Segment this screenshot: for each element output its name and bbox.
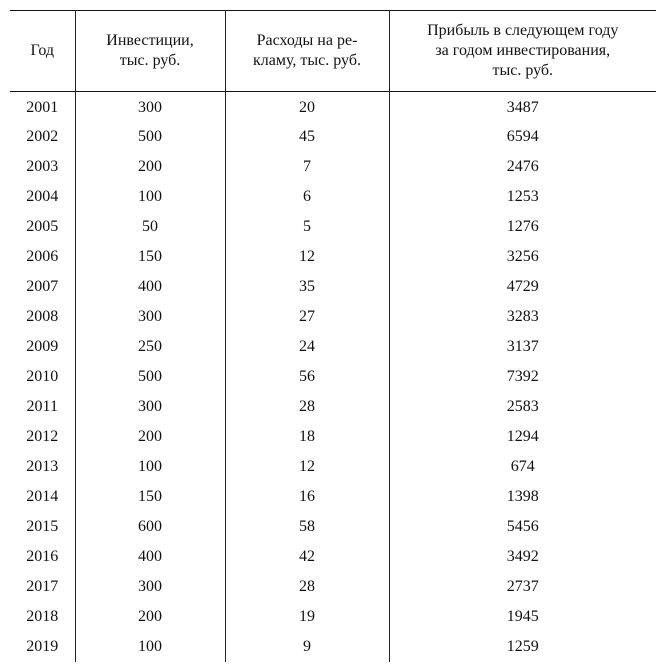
cell-investments: 300 (75, 302, 225, 332)
cell-profit: 3256 (389, 242, 656, 272)
cell-year: 2008 (26, 307, 59, 325)
header-line: за годом инвестирования, (435, 42, 611, 59)
cell-investments: 100 (75, 182, 225, 212)
cell-profit: 2583 (389, 392, 656, 422)
cell-profit: 7392 (389, 362, 656, 392)
cell-profit: 2476 (389, 152, 656, 182)
cell-profit: 3137 (389, 332, 656, 362)
cell-investments: 500 (75, 362, 225, 392)
cell-investments: 250 (75, 332, 225, 362)
cell-investments: 300 (75, 572, 225, 602)
cell-ad-spend: 45 (225, 122, 389, 152)
cell-year: 2019 (26, 637, 59, 655)
table-row (10, 452, 656, 482)
cell-ad-spend: 12 (225, 452, 389, 482)
cell-year: 2002 (26, 127, 59, 145)
cell-year: 2013 (26, 457, 59, 475)
cell-ad-spend: 42 (225, 542, 389, 572)
cell-year: 2003 (26, 157, 59, 175)
cell-year: 2010 (26, 367, 59, 385)
cell-year: 2015 (26, 517, 59, 535)
cell-ad-spend: 24 (225, 332, 389, 362)
cell-investments: 300 (75, 92, 225, 122)
cell-ad-spend: 16 (225, 482, 389, 512)
header-ad-spend (225, 11, 389, 92)
header-line: кламу, тыс. руб. (253, 52, 361, 69)
table-row (10, 422, 656, 452)
cell-investments: 400 (75, 272, 225, 302)
table-row (10, 182, 656, 212)
table-row (10, 392, 656, 422)
table-header (10, 11, 656, 92)
cell-profit: 674 (389, 452, 656, 482)
cell-ad-spend: 28 (225, 392, 389, 422)
cell-ad-spend: 9 (225, 632, 389, 662)
table-row (10, 602, 656, 632)
cell-profit: 1276 (389, 212, 656, 242)
cell-profit: 5456 (389, 512, 656, 542)
cell-year: 2016 (26, 547, 59, 565)
cell-profit: 1945 (389, 602, 656, 632)
cell-ad-spend: 56 (225, 362, 389, 392)
table-body (10, 92, 656, 662)
cell-investments: 200 (75, 422, 225, 452)
header-investments (75, 11, 225, 92)
table-row (10, 512, 656, 542)
table-row (10, 212, 656, 242)
cell-ad-spend: 19 (225, 602, 389, 632)
table-row (10, 482, 656, 512)
cell-profit: 3283 (389, 302, 656, 332)
cell-year: 2014 (26, 487, 59, 505)
cell-investments: 400 (75, 542, 225, 572)
cell-profit: 1398 (389, 482, 656, 512)
table-row (10, 542, 656, 572)
table-row (10, 272, 656, 302)
cell-investments: 300 (75, 392, 225, 422)
cell-ad-spend: 5 (225, 212, 389, 242)
cell-profit: 1259 (389, 632, 656, 662)
cell-investments: 500 (75, 122, 225, 152)
cell-year: 2017 (26, 577, 59, 595)
table-row (10, 362, 656, 392)
cell-year: 2006 (26, 247, 59, 265)
cell-investments: 100 (75, 632, 225, 662)
cell-profit: 1253 (389, 182, 656, 212)
table-row (10, 242, 656, 272)
cell-year: 2001 (26, 99, 59, 117)
cell-ad-spend: 35 (225, 272, 389, 302)
cell-investments: 100 (75, 452, 225, 482)
cell-ad-spend: 18 (225, 422, 389, 452)
table-row (10, 302, 656, 332)
table-row (10, 152, 656, 182)
cell-year: 2005 (26, 217, 59, 235)
header-year (10, 11, 75, 92)
cell-year: 2018 (26, 607, 59, 625)
cell-profit: 4729 (389, 272, 656, 302)
header-profit (389, 11, 656, 92)
cell-investments: 200 (75, 152, 225, 182)
cell-year: 2009 (26, 337, 59, 355)
data-table (10, 10, 656, 662)
cell-investments: 600 (75, 512, 225, 542)
cell-year: 2011 (26, 397, 58, 415)
table-row (10, 572, 656, 602)
table-row (10, 92, 656, 122)
cell-ad-spend: 7 (225, 152, 389, 182)
header-line: Инвестиции, (106, 32, 194, 49)
cell-ad-spend: 20 (225, 92, 389, 122)
cell-year: 2012 (26, 427, 59, 445)
cell-ad-spend: 12 (225, 242, 389, 272)
cell-profit: 6594 (389, 122, 656, 152)
header-line: Прибыль в следующем году (427, 22, 619, 39)
cell-investments: 150 (75, 482, 225, 512)
cell-profit: 3492 (389, 542, 656, 572)
cell-year: 2007 (26, 277, 59, 295)
table-row (10, 632, 656, 662)
table-row (10, 122, 656, 152)
cell-ad-spend: 28 (225, 572, 389, 602)
cell-profit: 2737 (389, 572, 656, 602)
header-row (10, 11, 656, 92)
header-line: тыс. руб. (119, 52, 181, 69)
cell-profit: 3487 (389, 92, 656, 122)
cell-ad-spend: 58 (225, 512, 389, 542)
cell-profit: 1294 (389, 422, 656, 452)
cell-investments: 50 (75, 212, 225, 242)
header-line: тыс. руб. (492, 62, 554, 79)
cell-investments: 150 (75, 242, 225, 272)
table-row (10, 332, 656, 362)
cell-ad-spend: 27 (225, 302, 389, 332)
header-line: Расходы на ре- (256, 32, 358, 49)
cell-investments: 200 (75, 602, 225, 632)
cell-ad-spend: 6 (225, 182, 389, 212)
cell-year: 2004 (26, 187, 59, 205)
header-line: Год (30, 42, 55, 59)
